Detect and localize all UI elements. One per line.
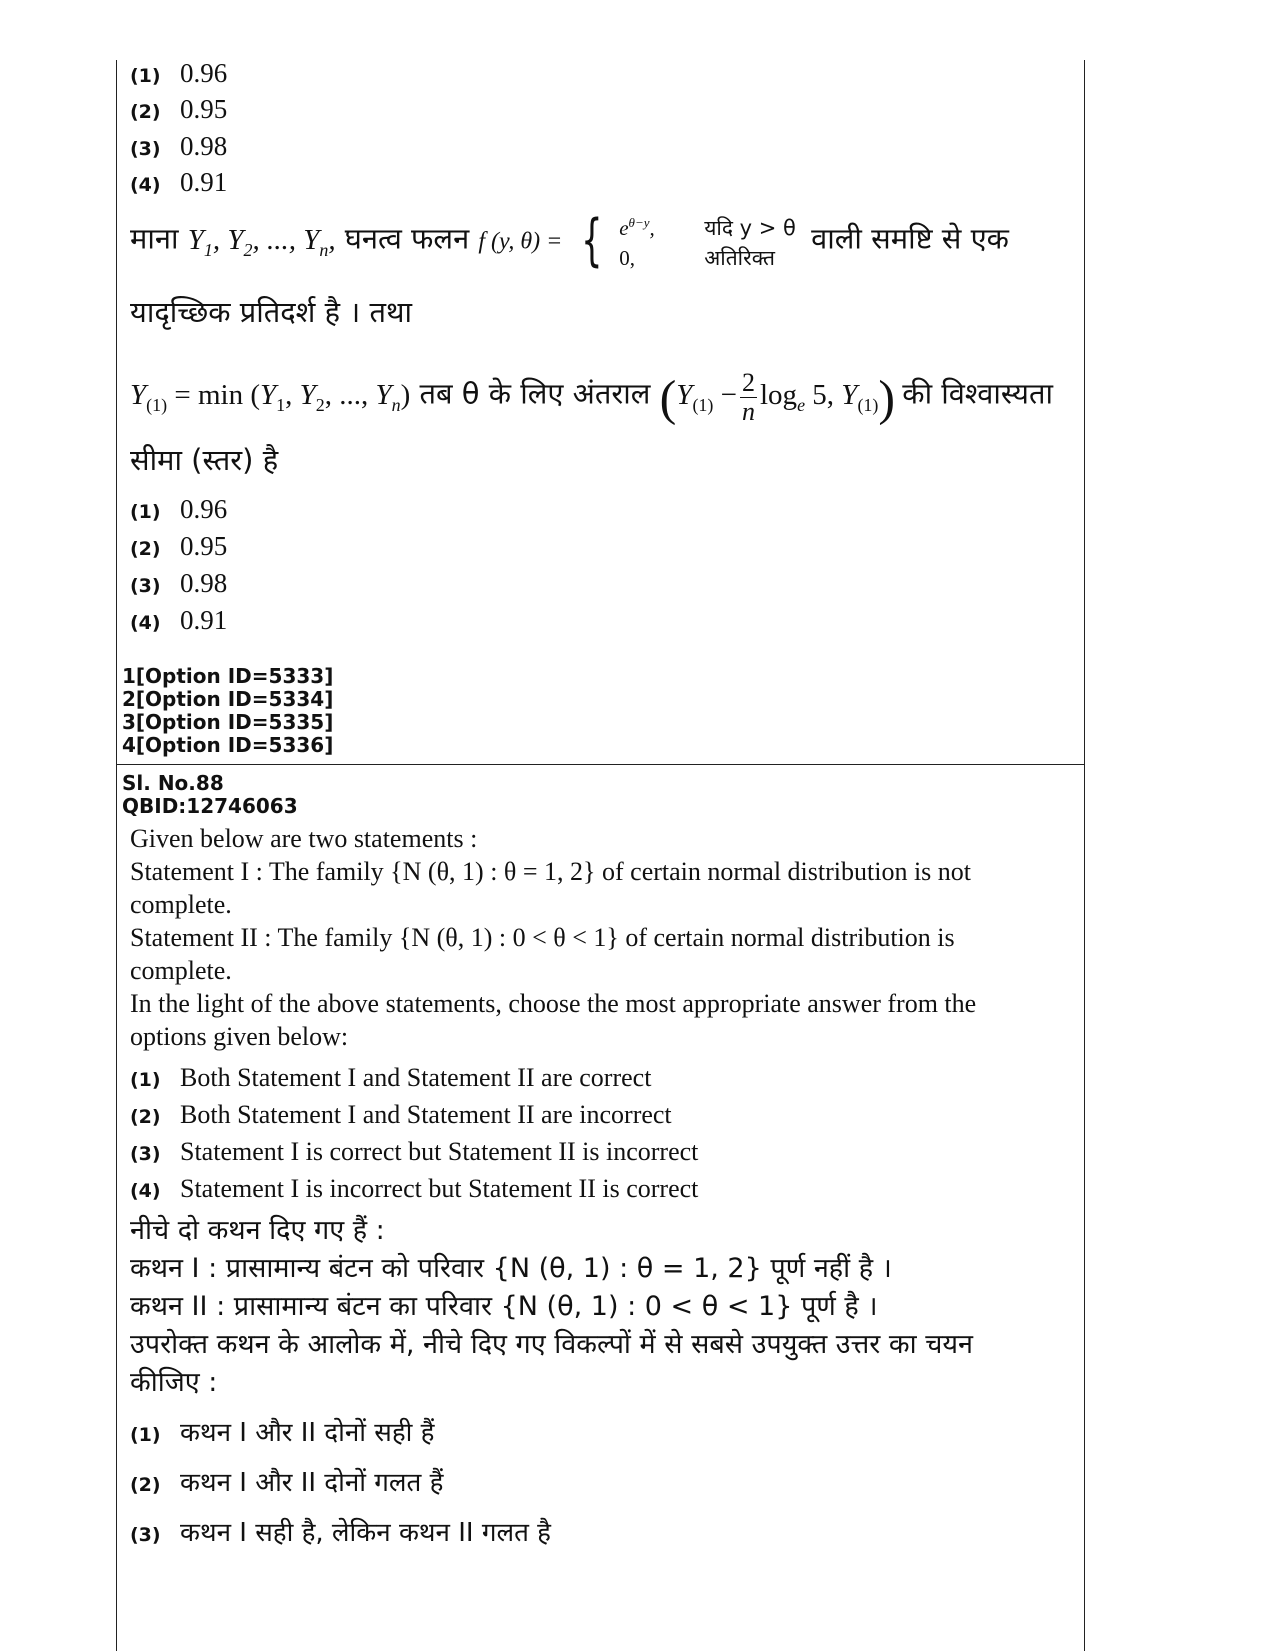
hindi-option-3: (3) कथन I सही है, लेकिन कथन II गलत है xyxy=(130,1518,551,1548)
option-id-4: 4[Option ID=5336] xyxy=(122,733,334,757)
piecewise-density: { $e^{\theta-y}$, यदि y > θ 0, अतिरिक्त xyxy=(581,207,796,273)
english-option-2: (2) Both Statement I and Statement II are incorrect xyxy=(130,1100,672,1129)
confidence-interval: ($Y_{(1)}$ − $\frac{2}{n}$ $\log_e 5$, $Y_{(1)}$) xyxy=(659,367,896,426)
option-top-3: (3) 0.98 xyxy=(130,131,228,161)
option-bottom-3: (3) 0.98 xyxy=(130,568,228,598)
option-id-2: 2[Option ID=5334] xyxy=(122,687,334,711)
option-top-2: (2) 0.95 xyxy=(130,94,228,124)
option-id-1: 1[Option ID=5333] xyxy=(122,664,334,688)
option-bottom-1: (1) 0.96 xyxy=(130,494,228,524)
serial-number: Sl. No.88 xyxy=(122,771,224,795)
hindi-question-line-2: यादृच्छिक प्रतिदर्श है । तथा xyxy=(130,295,413,329)
option-top-1: (1) 0.96 xyxy=(130,58,228,88)
hindi-question: नीचे दो कथन दिए गए हैं : कथन I : प्रासामान्य बंटन को परिवार {N (θ, 1) : θ = 1, 2} पूर्ण नहीं है । कथन II : प्रासामान्य बंटन का परिवार {N (θ, 1) : 0 < θ < 1} पूर्ण है । उपरोक्त कथन के आलोक में, नीचे दिए गए विकल्पों में से सबसे उपयुक्त उत्तर का चयन कीजिए : xyxy=(130,1215,973,1398)
hindi-option-2: (2) कथन I और II दोनों गलत हैं xyxy=(130,1468,444,1498)
sample-variables: $Y_1$, $Y_2$, ..., $Y_n$, xyxy=(187,223,336,260)
english-option-1: (1) Both Statement I and Statement II are correct xyxy=(130,1063,652,1092)
hindi-question-line-1: माना $Y_1$, $Y_2$, ..., $Y_n$, घनत्व फलन f (y, θ) = { $e^{\theta-y}$, यदि y > θ 0, अतिरिक्त वाली समष्टि से एक xyxy=(130,207,1009,273)
hindi-question-line-4: सीमा (स्तर) है xyxy=(130,443,279,477)
option-bottom-2: (2) 0.95 xyxy=(130,531,228,561)
english-question: Given below are two statements : Statement I : The family {N (θ, 1) : θ = 1, 2} of certain normal distribution is not complete. Statement II : The family {N (θ, 1) : 0 < θ < 1} of certain normal distribution is complete. In the light of the above statements, choose the most appropriate answer from the options given below: xyxy=(130,824,977,1051)
english-option-4: (4) Statement I is incorrect but Statement II is correct xyxy=(130,1174,699,1203)
option-bottom-4: (4) 0.91 xyxy=(130,605,228,635)
option-top-4: (4) 0.91 xyxy=(130,167,228,197)
min-statistic: $Y_{(1)} = \min (Y_1$, $Y_2$, ..., $Y_n$) xyxy=(130,378,411,415)
question-bank-id: QBID:12746063 xyxy=(122,794,298,818)
question-divider xyxy=(116,764,1085,765)
hindi-question-line-3: $Y_{(1)} = \min (Y_1$, $Y_2$, ..., $Y_n$) तब θ के लिए अंतराल ($Y_{(1)}$ − $\frac{2}{n}$ $\log_e 5$, $Y_{(1)}$) की विश्वास्यता xyxy=(130,367,1054,426)
hindi-option-1: (1) कथन I और II दोनों सही हैं xyxy=(130,1418,435,1448)
option-id-3: 3[Option ID=5335] xyxy=(122,710,334,734)
english-option-3: (3) Statement I is correct but Statement II is incorrect xyxy=(130,1137,699,1166)
right-border xyxy=(1084,60,1085,1651)
left-border xyxy=(116,60,117,1651)
